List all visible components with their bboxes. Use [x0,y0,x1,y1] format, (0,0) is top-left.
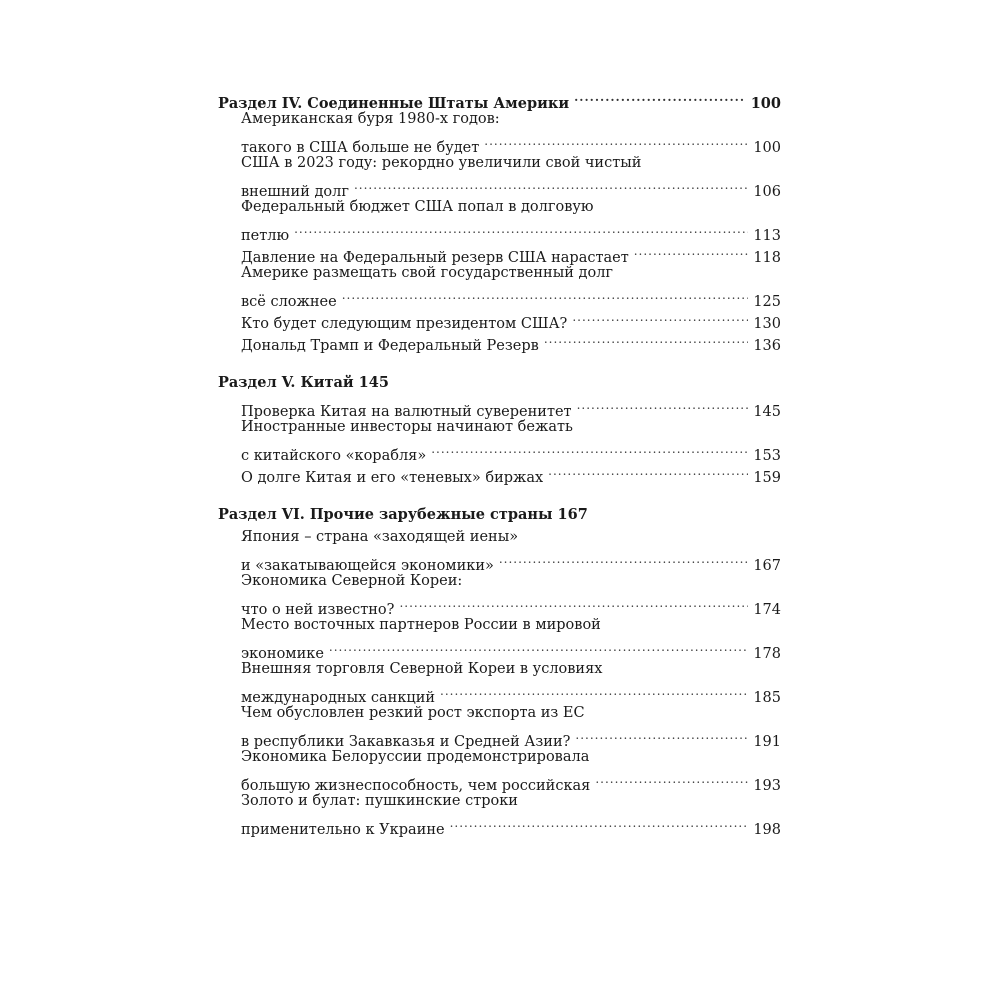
toc-entry[interactable] [218,702,781,750]
entry-text: применительно к Украине [241,822,445,838]
section-heading-text: Раздел IV. Соединенные Штаты Америки [218,95,570,112]
entry-line [218,746,781,768]
dot-leader [342,284,749,306]
entry-line [218,174,781,200]
entry-text: Чем обусловлен резкий рост экспорта из ЕС [241,705,585,721]
dot-leader [595,768,748,790]
entry-text: и «закатывающейся экономики» [241,558,494,574]
entry-line [218,218,781,244]
entry-line [218,152,781,174]
toc-entry[interactable] [218,152,781,200]
page-number: 191 [753,734,781,750]
entry-text: Экономика Северной Кореи: [241,573,463,589]
toc-entry[interactable] [218,262,781,310]
dot-leader [544,328,749,350]
entry-line [218,130,781,156]
toc-entry[interactable] [218,614,781,662]
entry-line [218,570,781,592]
entry-text: Америке размещать свой государственный долг [241,265,614,281]
section-heading-text: Раздел V. Китай 145 [218,374,389,391]
entry-text: всё сложнее [241,294,337,310]
entry-text: США в 2023 году: рекордно увеличили свой чистый [241,155,642,171]
entry-line [218,636,781,662]
page-number: 145 [753,404,781,420]
entry-text: международных санкций [241,690,436,706]
entry-line [218,438,781,464]
entry-line [218,262,781,284]
page-number: 178 [753,646,781,662]
entry-text: Дональд Трамп и Федеральный Резерв [241,338,539,354]
entry-line [218,614,781,636]
entry-line [218,548,781,574]
dot-leader [329,636,748,658]
page-number: 136 [753,338,781,354]
entry-text: Япония – страна «заходящей иены» [241,529,519,545]
entry-text: Кто будет следующим президентом США? [241,316,568,332]
toc-entry[interactable] [218,790,781,838]
entry-line [218,724,781,750]
dot-leader [634,240,749,262]
dot-leader [450,812,749,834]
dot-leader [575,724,748,746]
entry-text: Внешняя торговля Северной Кореи в условиях [241,661,603,677]
entry-text: что о ней известно? [241,602,395,618]
entry-text: такого в США больше не будет [241,140,480,156]
dot-leader [499,548,748,570]
dot-leader [572,306,748,328]
entry-line [218,416,781,438]
toc-entry[interactable] [218,746,781,794]
toc-entry[interactable] [218,240,781,266]
entry-text: экономике [241,646,324,662]
entry-line [218,702,781,724]
page-number: 174 [753,602,781,618]
table-of-contents [218,86,781,838]
toc-entry[interactable] [218,526,781,574]
toc-section [218,504,781,838]
entry-line [218,790,781,812]
page-number: 106 [753,184,781,200]
page-number: 153 [753,448,781,464]
section-heading [218,504,781,526]
dot-leader [548,460,748,482]
entry-text: Давление на Федеральный резерв США нарастает [241,250,629,266]
entry-text: внешний долг [241,184,349,200]
entry-text: Золото и булат: пушкинские строки [241,793,518,809]
entry-line [218,284,781,310]
entry-text: Проверка Китая на валютный суверенитет [241,404,572,420]
dot-leader [574,86,746,108]
section-heading-text: Раздел VI. Прочие зарубежные страны 167 [218,506,588,523]
page-number: 130 [753,316,781,332]
entry-text: Американская буря 1980-х годов: [241,111,500,127]
dot-leader [294,218,748,240]
page-number: 100 [750,95,781,112]
entry-text: большую жизнеспособность, чем российская [241,778,591,794]
entry-line [218,680,781,706]
toc-entry[interactable] [218,108,781,156]
dot-leader [354,174,748,196]
toc-section [218,372,781,486]
page-number: 125 [753,294,781,310]
entry-text: Иностранные инвесторы начинают бежать [241,419,573,435]
page-number: 113 [753,228,781,244]
entry-line [218,658,781,680]
entry-line [218,592,781,618]
page-number: 185 [753,690,781,706]
page-number: 198 [753,822,781,838]
dot-leader [399,592,748,614]
entry-text: петлю [241,228,290,244]
dot-leader [577,394,749,416]
toc-entry[interactable] [218,570,781,618]
page-number: 159 [753,470,781,486]
toc-section [218,86,781,354]
entry-line [218,526,781,548]
entry-text: Федеральный бюджет США попал в долговую [241,199,594,215]
entry-text: Место восточных партнеров России в мировой [241,617,601,633]
section-heading [218,86,781,112]
dot-leader [484,130,748,152]
page-number: 167 [753,558,781,574]
page-number: 193 [753,778,781,794]
section-heading [218,372,781,394]
toc-entry[interactable] [218,658,781,706]
entry-line [218,196,781,218]
page-number: 100 [753,140,781,156]
toc-entry[interactable] [218,394,781,420]
page-number: 118 [753,250,781,266]
dot-leader [431,438,748,460]
entry-line [218,394,781,420]
entry-text: с китайского «корабля» [241,448,427,464]
dot-leader [440,680,748,702]
toc-entry[interactable] [218,196,781,244]
entry-text: в республики Закавказья и Средней Азии? [241,734,571,750]
entry-text: Экономика Белоруссии продемонстрировала [241,749,590,765]
entry-text: О долге Китая и его «теневых» биржах [241,470,544,486]
entry-line [218,240,781,266]
toc-entry[interactable] [218,416,781,464]
entry-line [218,768,781,794]
entry-line [218,108,781,130]
entry-line [218,812,781,838]
